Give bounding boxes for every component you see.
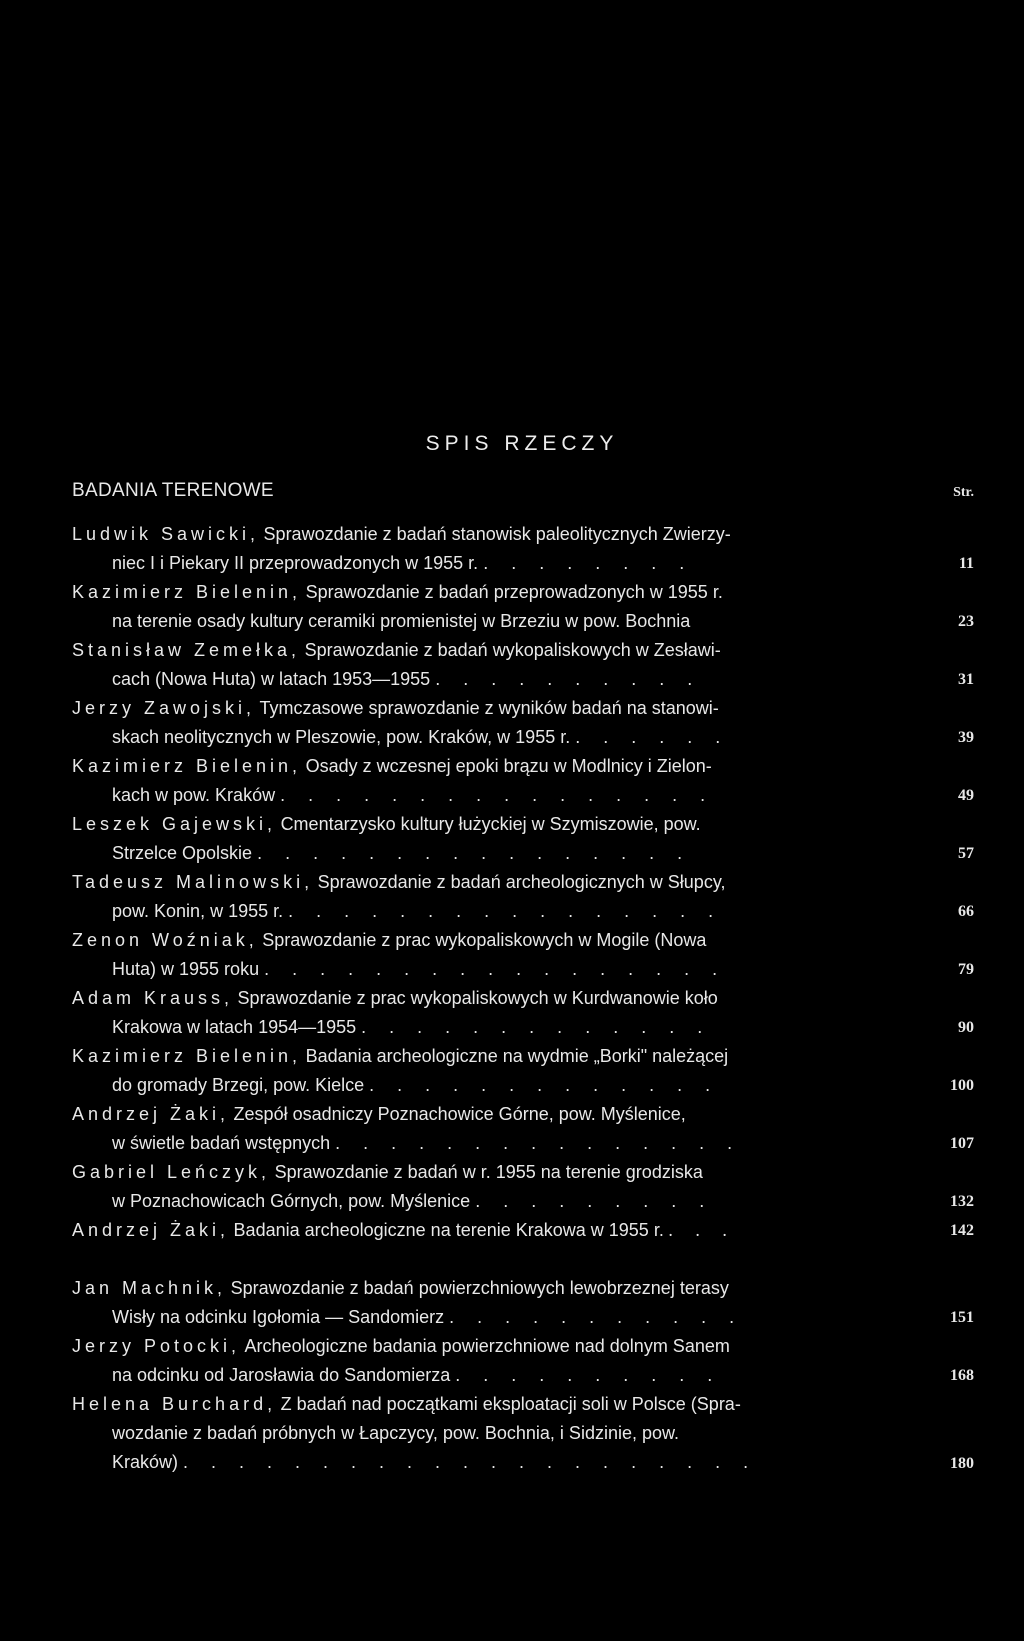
toc-entry-title: Z badań nad początkami eksploatacji soli w Polsce (Spra- — [280, 1394, 741, 1414]
toc-page-number: 100 — [950, 1077, 974, 1094]
section-title: BADANIA TERENOWE — [72, 480, 274, 501]
toc-entry-title-cont: cach (Nowa Huta) w latach 1953—1955 — [112, 669, 431, 689]
toc-entry — [72, 1158, 974, 1216]
toc-entry-first-line — [72, 926, 974, 955]
toc-entry-first-line — [72, 1332, 974, 1361]
toc-entry-title-cont: Strzelce Opolskie — [112, 843, 253, 863]
page-title: SPIS RZECZY — [425, 432, 619, 455]
toc-entry — [72, 868, 974, 926]
toc-entry-title: Sprawozdanie z badań archeologicznych w Słupcy, — [317, 872, 726, 892]
toc-entry-title: Badania archeologiczne na wydmie „Borki" należącej — [305, 1046, 729, 1066]
toc-entry-author: Ludwik Sawicki, — [72, 524, 260, 544]
toc-entry-continuation — [72, 549, 974, 578]
toc-page-number: 57 — [958, 845, 974, 862]
toc-entry-title: Sprawozdanie z badań wykopaliskowych w Zesławi- — [304, 640, 721, 660]
toc-leader-dots: . . . . . . . . . . — [435, 669, 702, 689]
toc-page-number: 39 — [958, 729, 974, 746]
toc-entry-title-cont: kach w pow. Kraków — [112, 785, 276, 805]
toc-entry-title: Archeologiczne badania powierzchniowe nad dolnym Sanem — [244, 1336, 730, 1356]
toc-entry — [72, 520, 974, 578]
section-header-row — [72, 480, 974, 502]
toc-entry-author: Leszek Gajewski, — [72, 814, 277, 834]
toc-entry-author: Andrzej Żaki, — [72, 1104, 230, 1124]
toc-entry — [72, 752, 974, 810]
toc-entry — [72, 1216, 974, 1274]
toc-entry-title: Sprawozdanie z prac wykopaliskowych w Kurdwanowie koło — [237, 988, 718, 1008]
toc-entry-continuation — [72, 665, 974, 694]
toc-page-number: 11 — [958, 555, 974, 572]
toc-entry-continuation — [72, 1448, 974, 1477]
toc-entry — [72, 926, 974, 984]
toc-entry-title-cont: Huta) w 1955 roku — [112, 959, 260, 979]
toc-entry-title: Sprawozdanie z badań stanowisk paleolitycznych Zwierzy- — [263, 524, 731, 544]
toc-entry — [72, 810, 974, 868]
toc-entry-continuation — [72, 1361, 974, 1390]
toc-entry-continuation — [72, 1419, 974, 1448]
toc-entry — [72, 1332, 974, 1390]
toc-entry — [72, 1042, 974, 1100]
toc-entry-title: Sprawozdanie z badań w r. 1955 na terenie grodziska — [274, 1162, 703, 1182]
toc-entry-continuation — [72, 1013, 974, 1042]
toc-entry-title-cont: w świetle badań wstępnych — [112, 1133, 331, 1153]
toc-entry-author: Tadeusz Malinowski, — [72, 872, 314, 892]
toc-entry-first-line — [72, 520, 974, 549]
toc-leader-dots: . . . . . . . . . . . . . . . . . — [264, 959, 727, 979]
toc-entry-first-line — [72, 752, 974, 781]
toc-entry-title-cont: na odcinku od Jarosławia do Sandomierza — [112, 1365, 451, 1385]
toc-leader-dots: . . . . . . . . . . . . . . . . — [280, 785, 715, 805]
toc-entry-first-line — [72, 868, 974, 897]
table-of-contents — [72, 520, 974, 1478]
toc-page-number: 107 — [950, 1135, 974, 1152]
toc-entry-title: Sprawozdanie z badań przeprowadzonych w 1955 r. — [305, 582, 723, 602]
toc-page-number: 151 — [950, 1309, 974, 1326]
toc-entry-title-cont: w Poznachowicach Górnych, pow. Myślenice — [112, 1191, 471, 1211]
toc-entry-title-cont: skach neolitycznych w Pleszowie, pow. Kraków, w 1955 r. — [112, 727, 571, 747]
toc-leader-dots: . . . . . . . . . . . . . — [369, 1075, 720, 1095]
toc-entry-author: Helena Burchard, — [72, 1394, 277, 1414]
toc-entry-title: Zespół osadniczy Poznachowice Górne, pow. Myślenice, — [233, 1104, 686, 1124]
toc-leader-dots: . . . . . . . . . — [475, 1191, 714, 1211]
toc-entry-title: Sprawozdanie z badań powierzchniowych lewobrzeznej terasy — [230, 1278, 729, 1298]
toc-entry-author: Kazimierz Bielenin, — [72, 756, 302, 776]
toc-entry-title-cont: Kraków) — [112, 1452, 179, 1472]
toc-leader-dots: . . . . . . . . . . . . . . . . — [257, 843, 692, 863]
toc-leader-dots: . . . . . . . . . . — [455, 1365, 722, 1385]
toc-entry-first-line — [72, 1390, 974, 1419]
toc-entry-first-line — [72, 1216, 974, 1245]
toc-entry-continuation — [72, 607, 974, 636]
toc-page-number: 142 — [950, 1222, 974, 1239]
toc-leader-dots: . . . . . . . . . . . . . . . . . . . . . — [183, 1452, 758, 1472]
toc-entry-continuation — [72, 1187, 974, 1216]
toc-entry-title: Tymczasowe sprawozdanie z wyników badań na stanowi- — [259, 698, 719, 718]
toc-entry-title-cont: pow. Konin, w 1955 r. — [112, 901, 284, 921]
toc-entry-continuation — [72, 955, 974, 984]
toc-page-number: 90 — [958, 1019, 974, 1036]
toc-entry-author: Stanisław Zemełka, — [72, 640, 301, 660]
toc-page-number: 23 — [958, 613, 974, 630]
toc-entry-continuation — [72, 1303, 974, 1332]
toc-entry-first-line — [72, 1158, 974, 1187]
toc-entry-title-cont: do gromady Brzegi, pow. Kielce — [112, 1075, 365, 1095]
toc-entry — [72, 578, 974, 636]
toc-entry-first-line — [72, 636, 974, 665]
toc-entry-title-cont: wozdanie z badań próbnych w Łapczycy, pow. Bochnia, i Sidzinie, pow. — [112, 1423, 679, 1443]
toc-entry-title: Cmentarzysko kultury łużyckiej w Szymiszowie, pow. — [280, 814, 701, 834]
toc-entry-title-cont: niec I i Piekary II przeprowadzonych w 1955 r. — [112, 553, 479, 573]
toc-entry-author: Zenon Woźniak, — [72, 930, 258, 950]
toc-page-number: 180 — [950, 1455, 974, 1472]
toc-entry-title-cont: Wisły na odcinku Igołomia — Sandomierz — [112, 1307, 445, 1327]
toc-entry-first-line — [72, 1100, 974, 1129]
toc-page-number: 168 — [950, 1367, 974, 1384]
toc-entry — [72, 636, 974, 694]
toc-entry — [72, 694, 974, 752]
toc-page-number: 49 — [958, 787, 974, 804]
toc-page-number: 132 — [950, 1193, 974, 1210]
toc-leader-dots: . . . . . . . . . . . — [449, 1307, 744, 1327]
toc-leader-dots: . . . . . . . . . . . . . — [361, 1017, 712, 1037]
page-column-label: Str. — [953, 485, 974, 500]
toc-entry-first-line — [72, 694, 974, 723]
toc-entry — [72, 984, 974, 1042]
toc-entry-author: Jerzy Zawojski, — [72, 698, 256, 718]
toc-leader-dots: . . . — [668, 1220, 736, 1240]
toc-entry-author: Kazimierz Bielenin, — [72, 1046, 302, 1066]
toc-leader-dots: . . . . . . . . . . . . . . . — [335, 1133, 742, 1153]
toc-entry-title-cont: Krakowa w latach 1954—1955 — [112, 1017, 357, 1037]
toc-entry-title: Badania archeologiczne na terenie Krakowa w 1955 r. — [233, 1220, 664, 1240]
toc-entry-title-cont: na terenie osady kultury ceramiki promienistej w Brzeziu w pow. Bochnia — [112, 611, 691, 631]
toc-entry-continuation — [72, 839, 974, 868]
toc-leader-dots: . . . . . . — [575, 727, 730, 747]
toc-leader-dots: . . . . . . . . . . . . . . . . — [288, 901, 723, 921]
toc-page-number: 66 — [958, 903, 974, 920]
toc-entry-author: Jerzy Potocki, — [72, 1336, 241, 1356]
toc-entry-title: Sprawozdanie z prac wykopaliskowych w Mogile (Nowa — [262, 930, 707, 950]
toc-entry-author: Andrzej Żaki, — [72, 1220, 230, 1240]
toc-entry-author: Kazimierz Bielenin, — [72, 582, 302, 602]
toc-entry-author: Gabriel Leńczyk, — [72, 1162, 271, 1182]
toc-entry-first-line — [72, 810, 974, 839]
toc-entry-first-line — [72, 1274, 974, 1303]
toc-entry — [72, 1100, 974, 1158]
toc-entry — [72, 1274, 974, 1332]
toc-entry-continuation — [72, 723, 974, 752]
toc-entry — [72, 1390, 974, 1478]
toc-entry-continuation — [72, 1071, 974, 1100]
toc-entry-first-line — [72, 1042, 974, 1071]
toc-entry-author: Jan Machnik, — [72, 1278, 227, 1298]
toc-entry-first-line — [72, 578, 974, 607]
toc-entry-first-line — [72, 984, 974, 1013]
toc-entry-title: Osady z wczesnej epoki brązu w Modlnicy i Zielon- — [305, 756, 712, 776]
toc-leader-dots: . . . . . . . . — [483, 553, 694, 573]
toc-page-number: 79 — [958, 961, 974, 978]
toc-entry-continuation — [72, 781, 974, 810]
toc-entry-author: Adam Krauss, — [72, 988, 234, 1008]
toc-page-number: 31 — [958, 671, 974, 688]
toc-entry-continuation — [72, 1129, 974, 1158]
toc-entry-continuation — [72, 897, 974, 926]
